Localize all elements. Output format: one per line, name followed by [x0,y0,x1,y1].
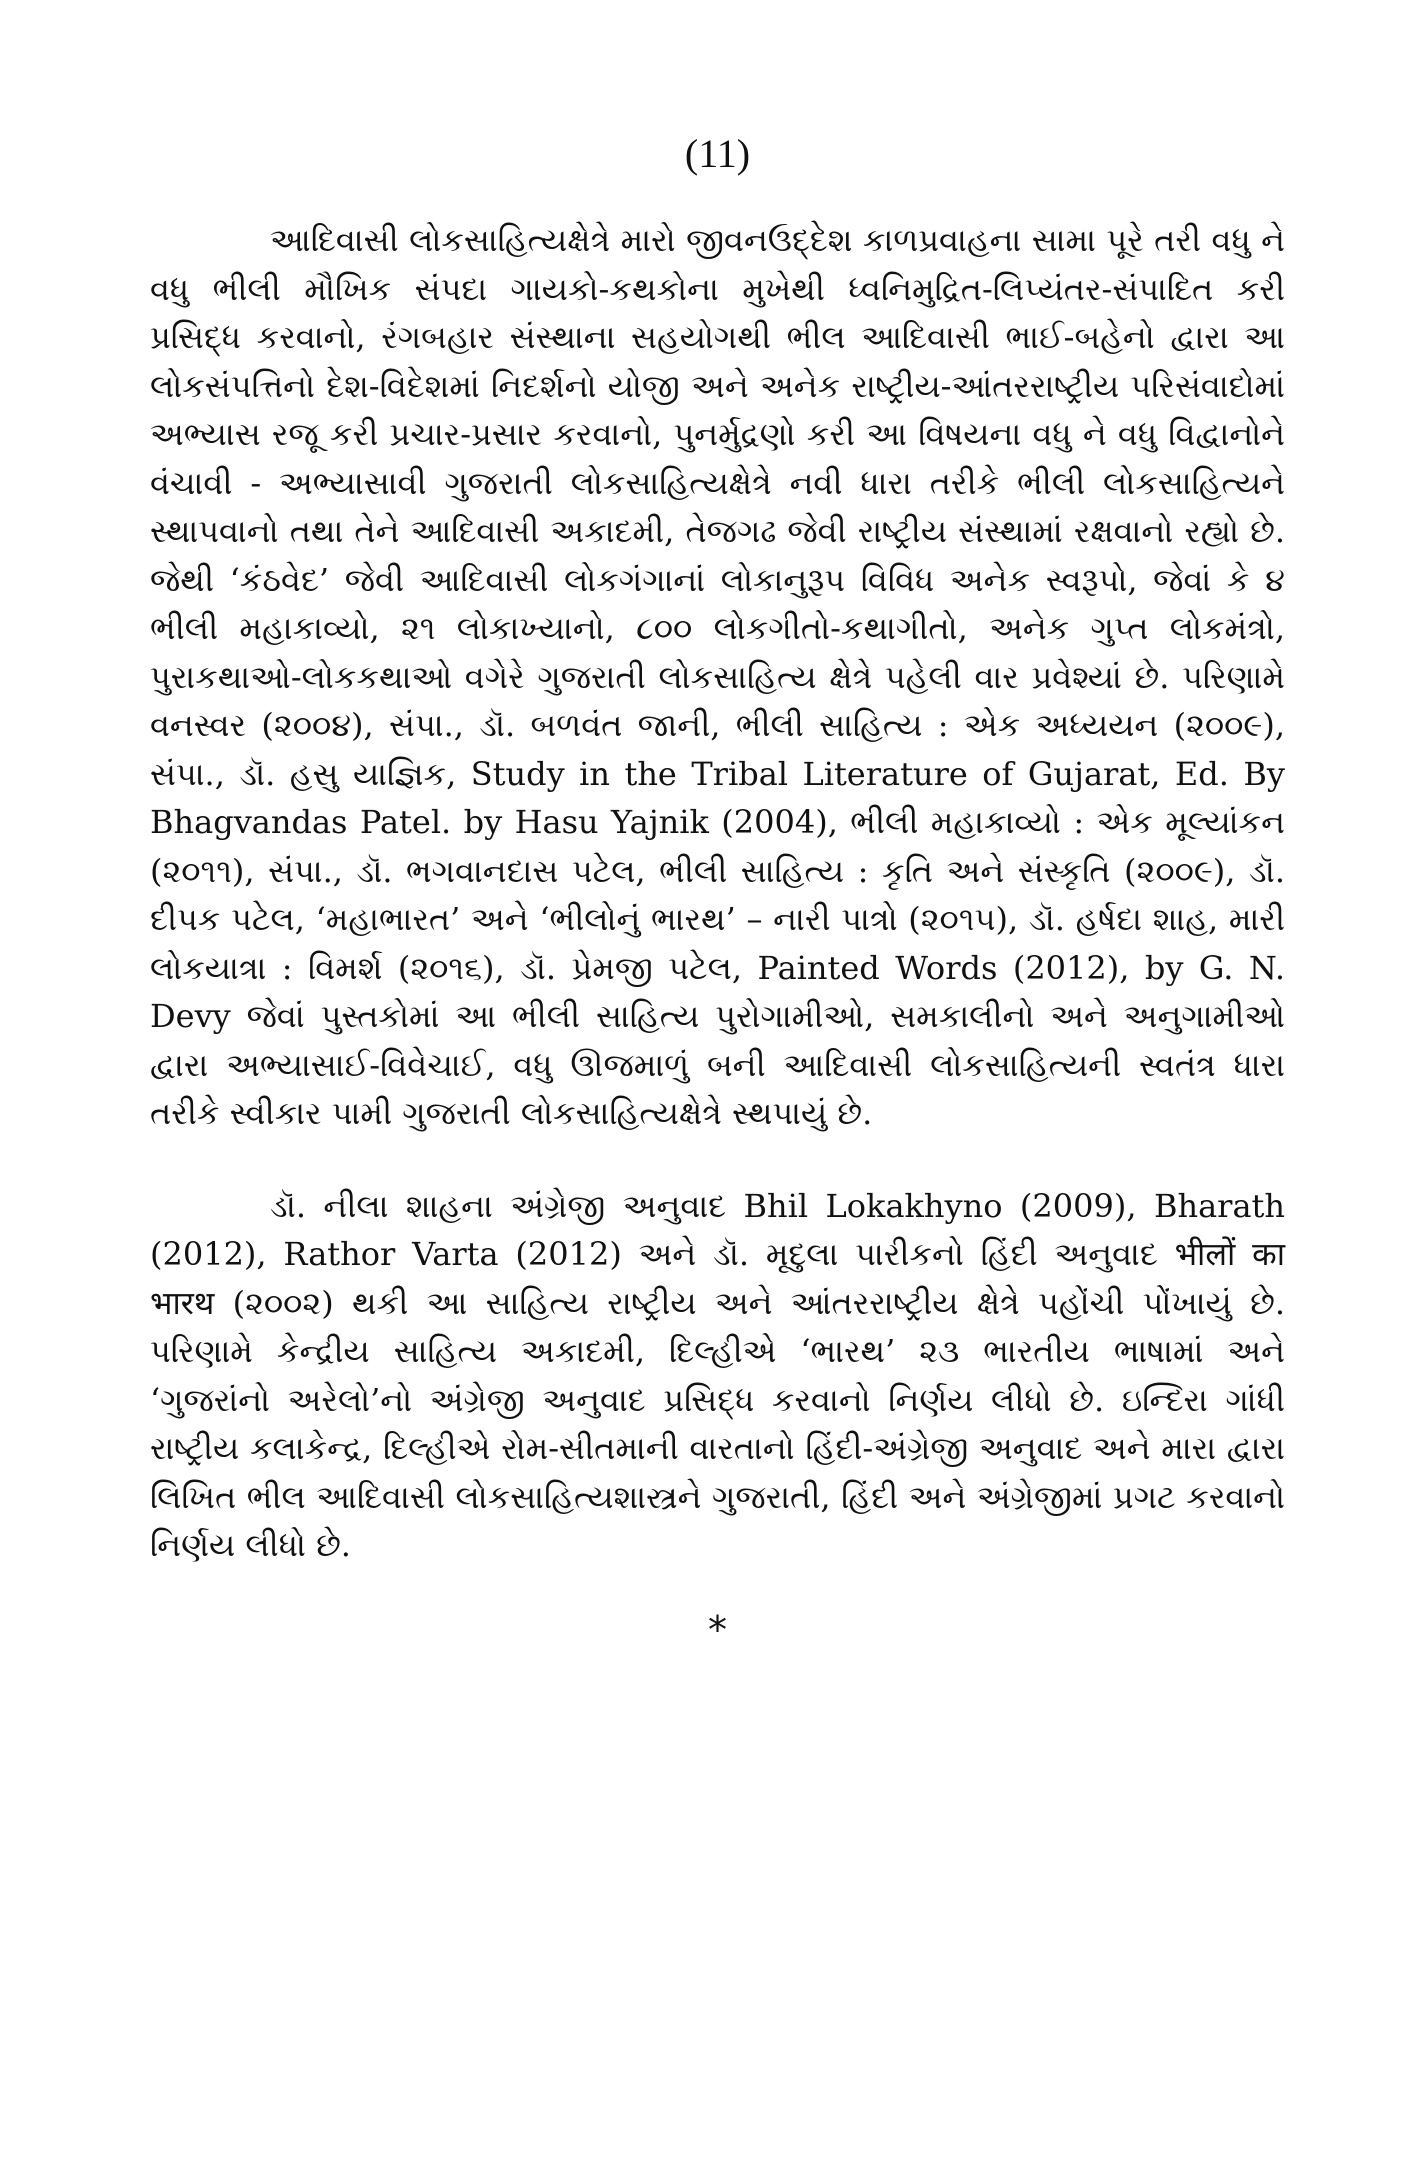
page-number: (11) [684,131,751,176]
paragraph-1: આદિવાસી લોકસાહિત્યક્ષેત્રે મારો જીવનઉદ્દેશ કાળપ્રવાહના સામા પૂરે તરી વધુ ને વધુ ભીલી મૌખિક સંપદા ગાયકો-કથકોના મુખેથી ધ્વનિમુદ્રિત-લિપ્યંતર-સંપાદિત કરી પ્રસિદ્ધ કરવાનો, રંગબહાર સંસ્થાના સહયોગથી ભીલ આદિવાસી ભાઈ-બહેનો દ્વારા આ લોકસંપત્તિનો દેશ-વિદેશમાં નિદર્શનો યોજી અને અનેક રાષ્ટ્રીય-આંતરરાષ્ટ્રીય પરિસંવાદોમાં અભ્યાસ રજૂ કરી પ્રચાર-પ્રસાર કરવાનો, પુનર્મુદ્રણો કરી આ વિષયના વધુ ને વધુ વિદ્વાનોને વંચાવી - અભ્યાસાવી ગુજરાતી લોકસાહિત્યક્ષેત્રે નવી ધારા તરીકે ભીલી લોકસાહિત્યને સ્થાપવાનો તથા તેને આદિવાસી અકાદમી, તેજગઢ જેવી રાષ્ટ્રીય સંસ્થામાં રક્ષવાનો રહ્યો છે. જેથી ‘કંઠવેદ’ જેવી આદિવાસી લોકગંગાનાં લોકાનુરૂપ વિવિધ અનેક સ્વરૂપો, જેવાં કે ૪ ભીલી મહાકાવ્યો, ૨૧ લોકાખ્યાનો, ૮૦૦ લોકગીતો-કથાગીતો, અનેક ગુપ્ત લોકમંત્રો, પુરાકથાઓ-લોકકથાઓ વગેરે ગુજરાતી લોકસાહિત્ય ક્ષેત્રે પહેલી વાર પ્રવેશ્યાં છે. પરિણામે વનસ્વર (૨૦૦૪), સંપા., ડૉ. બળવંત જાની, ભીલી સાહિત્ય : એક અધ્યયન (૨૦૦૯), સંપા., ડૉ. હસુ યાજ્ઞિક, Study in the Tribal Literature of Gujarat, Ed. By Bhagvandas Patel. by Hasu Yajnik (2004), ભીલી મહાકાવ્યો : એક મૂલ્યાંકન (૨૦૧૧), સંપા., ડૉ. ભગવાનદાસ પટેલ, ભીલી સાહિત્ય : કૃતિ અને સંસ્કૃતિ (૨૦૦૯), ડૉ. દીપક પટેલ, ‘મહાભારત’ અને ‘ભીલોનું ભારથ’ – નારી પાત્રો (૨૦૧૫), ડૉ. હર્ષદા શાહ, મારી લોકયાત્રા : વિમર્શ (૨૦૧૬), ડૉ. પ્રેમજી પટેલ, Painted Words (2012), by G. N. Devy જેવાં પુસ્તકોમાં આ ભીલી સાહિત્ય પુરોગામીઓ, સમકાલીનો અને અનુગામીઓ દ્વારા અભ્યાસાઈ-વિવેચાઈ, વધુ ઊજમાળું બની આદિવાસી લોકસાહિત્યની સ્વતંત્ર ધારા તરીકે સ્વીકાર પામી ગુજરાતી લોકસાહિત્યક્ષેત્રે સ્થપાયું છે. [150,221,1285,1132]
document-page [150,130,1285,1650]
end-asterisk: * [708,1607,727,1652]
paragraph-2: ડૉ. નીલા શાહના અંગ્રેજી અનુવાદ Bhil Lokakhyno (2009), Bharath (2012), Rathor Varta (2012) અને ડૉ. મૃદુલા પારીકનો હિંદી અનુવાદ भीलों का भारथ (૨૦૦૨) થકી આ સાહિત્ય રાષ્ટ્રીય અને આંતરરાષ્ટ્રીય ક્ષેત્રે પહોંચી પોંખાયું છે. પરિણામે કેન્દ્રીય સાહિત્ય અકાદમી, દિલ્હીએ ‘ભારથ’ ૨૩ ભારતીય ભાષામાં અને ‘ગુજરાંનો અરેલો’નો અંગ્રેજી અનુવાદ પ્રસિદ્ધ કરવાનો નિર્ણય લીધો છે. ઇન્દિરા ગાંધી રાષ્ટ્રીય કલાકેન્દ્ર, દિલ્હીએ રોમ-સીતમાની વારતાનો હિંદી-અંગ્રેજી અનુવાદ અને મારા દ્વારા લિખિત ભીલ આદિવાસી લોકસાહિત્યશાસ્ત્રને ગુજરાતી, હિંદી અને અંગ્રેજીમાં પ્રગટ કરવાનો નિર્ણય લીધો છે. [150,1186,1285,1564]
